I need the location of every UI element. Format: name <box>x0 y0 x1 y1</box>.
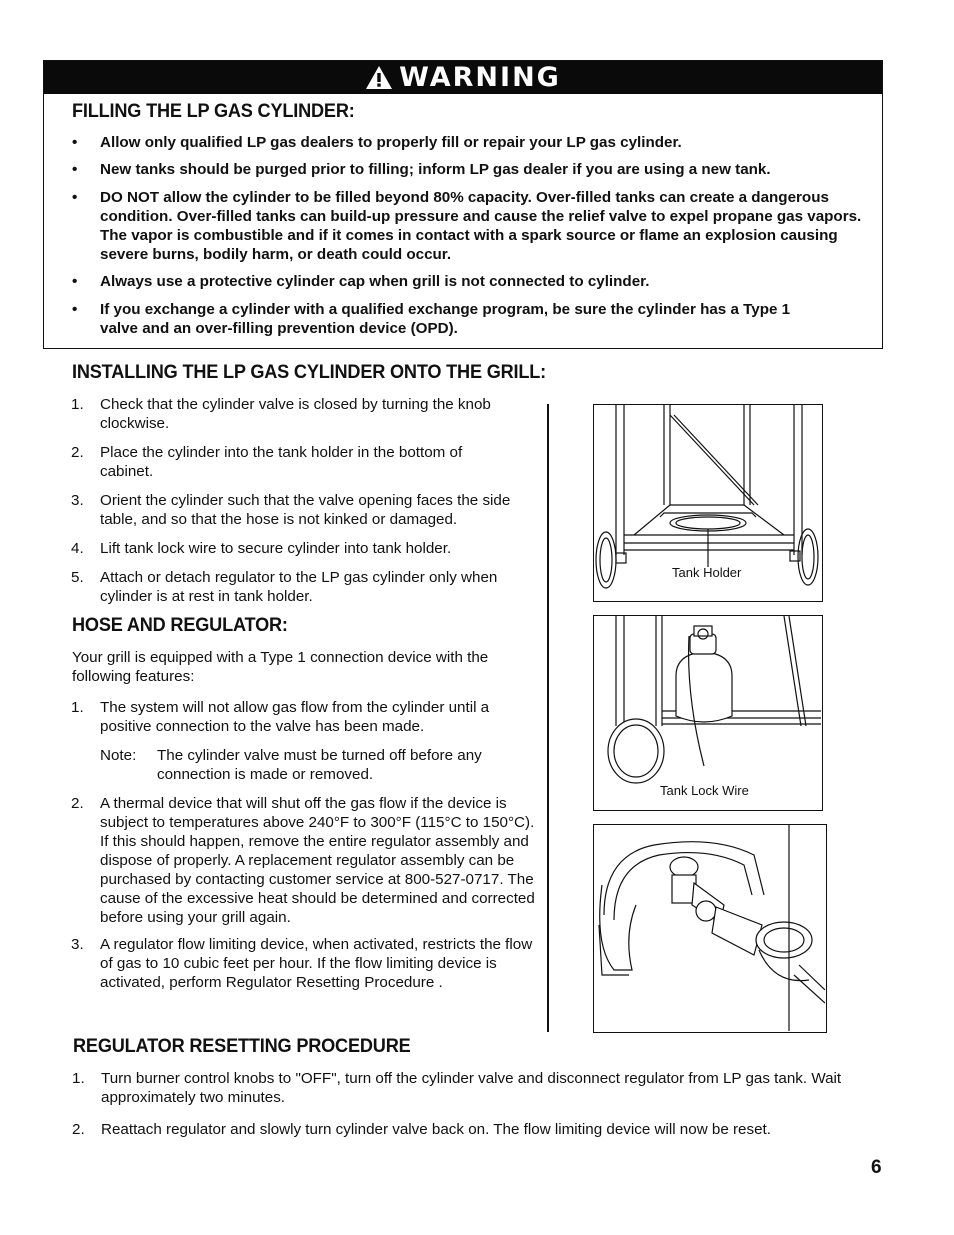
note-text: The cylinder valve must be turned off before any connection is made or removed. <box>157 747 482 783</box>
hose-heading: HOSE AND REGULATOR: <box>72 614 288 636</box>
regulator-figure <box>593 824 827 1033</box>
installing-step: 5. Attach or detach regulator to the LP gas cylinder only when cylinder is at rest in tank holder. <box>71 569 498 605</box>
filling-bullet: • Always use a protective cylinder cap when grill is not connected to cylinder. <box>72 273 650 290</box>
warning-triangle-icon <box>365 65 393 90</box>
hose-intro: Your grill is equipped with a Type 1 connection device with the following features: <box>72 649 489 685</box>
installing-step: 3. Orient the cylinder such that the valve opening faces the side table, and so that the hose is not kinked or damaged. <box>71 492 511 528</box>
cylinder-lock-illustration <box>594 616 821 809</box>
tank-holder-label: Tank Holder <box>672 565 742 580</box>
tank-lock-label: Tank Lock Wire <box>660 783 749 798</box>
installing-step: 1. Check that the cylinder valve is closed by turning the knob clockwise. <box>71 396 491 432</box>
reset-heading: REGULATOR RESETTING PROCEDURE <box>73 1035 411 1057</box>
warning-title: WARNING <box>399 62 561 93</box>
hose-item: 3. A regulator flow limiting device, when activated, restricts the flow of gas to 10 cubic feet per hour. If the flow limiting device is activated, perform Regulator Resetting Procedure . <box>71 936 533 991</box>
tank-lock-figure <box>593 615 823 811</box>
reset-step: 2. Reattach regulator and slowly turn cylinder valve back on. The flow limiting device will now be reset. <box>72 1121 771 1138</box>
filling-bullet: • New tanks should be purged prior to filling; inform LP gas dealer if you are using a new tank. <box>72 161 771 178</box>
regulator-connection-illustration <box>594 825 825 1031</box>
tank-holder-figure <box>593 404 823 602</box>
hose-item: 2. A thermal device that will shut off the gas flow if the device is subject to temperatures above 240°F to 300°F (115°C to 150°C). If this should happen, remove the entire regulator assembly and dispose of properly. A replacement regulator assembly can be purchased by contacting customer service at 800-527-0717. The cause of the excessive heat should be determined and corrected before using your grill again. <box>71 795 535 926</box>
page-number: 6 <box>871 1157 882 1178</box>
hose-item: 1. The system will not allow gas flow from the cylinder until a positive connection to the valve has been made. <box>71 699 490 735</box>
installing-step: 4. Lift tank lock wire to secure cylinder into tank holder. <box>71 540 452 557</box>
filling-heading: FILLING THE LP GAS CYLINDER: <box>72 100 355 122</box>
filling-bullet: • DO NOT allow the cylinder to be filled beyond 80% capacity. Over-filled tanks can create a dangerous condition. Over-filled tanks can build-up pressure and cause the relief valve to expel propane gas vapors. The vapor is combustible and if it comes in contact with a spark source or flame an explosion causing severe burns, bodily harm, or death could occur. <box>72 189 862 263</box>
installing-step: 2. Place the cylinder into the tank holder in the bottom of cabinet. <box>71 444 463 480</box>
filling-bullet: • If you exchange a cylinder with a qualified exchange program, be sure the cylinder has a Type 1 valve and an over-filling prevention device (OPD). <box>72 301 791 337</box>
column-divider <box>547 404 549 1032</box>
installing-heading: INSTALLING THE LP GAS CYLINDER ONTO THE GRILL: <box>72 361 547 383</box>
filling-bullet: • Allow only qualified LP gas dealers to properly fill or repair your LP gas cylinder. <box>72 134 682 151</box>
reset-step: 1. Turn burner control knobs to "OFF", turn off the cylinder valve and disconnect regulator from LP gas tank. Wait approximately two minutes. <box>72 1070 842 1106</box>
note-label: Note: <box>100 747 137 764</box>
warning-banner <box>44 61 882 94</box>
